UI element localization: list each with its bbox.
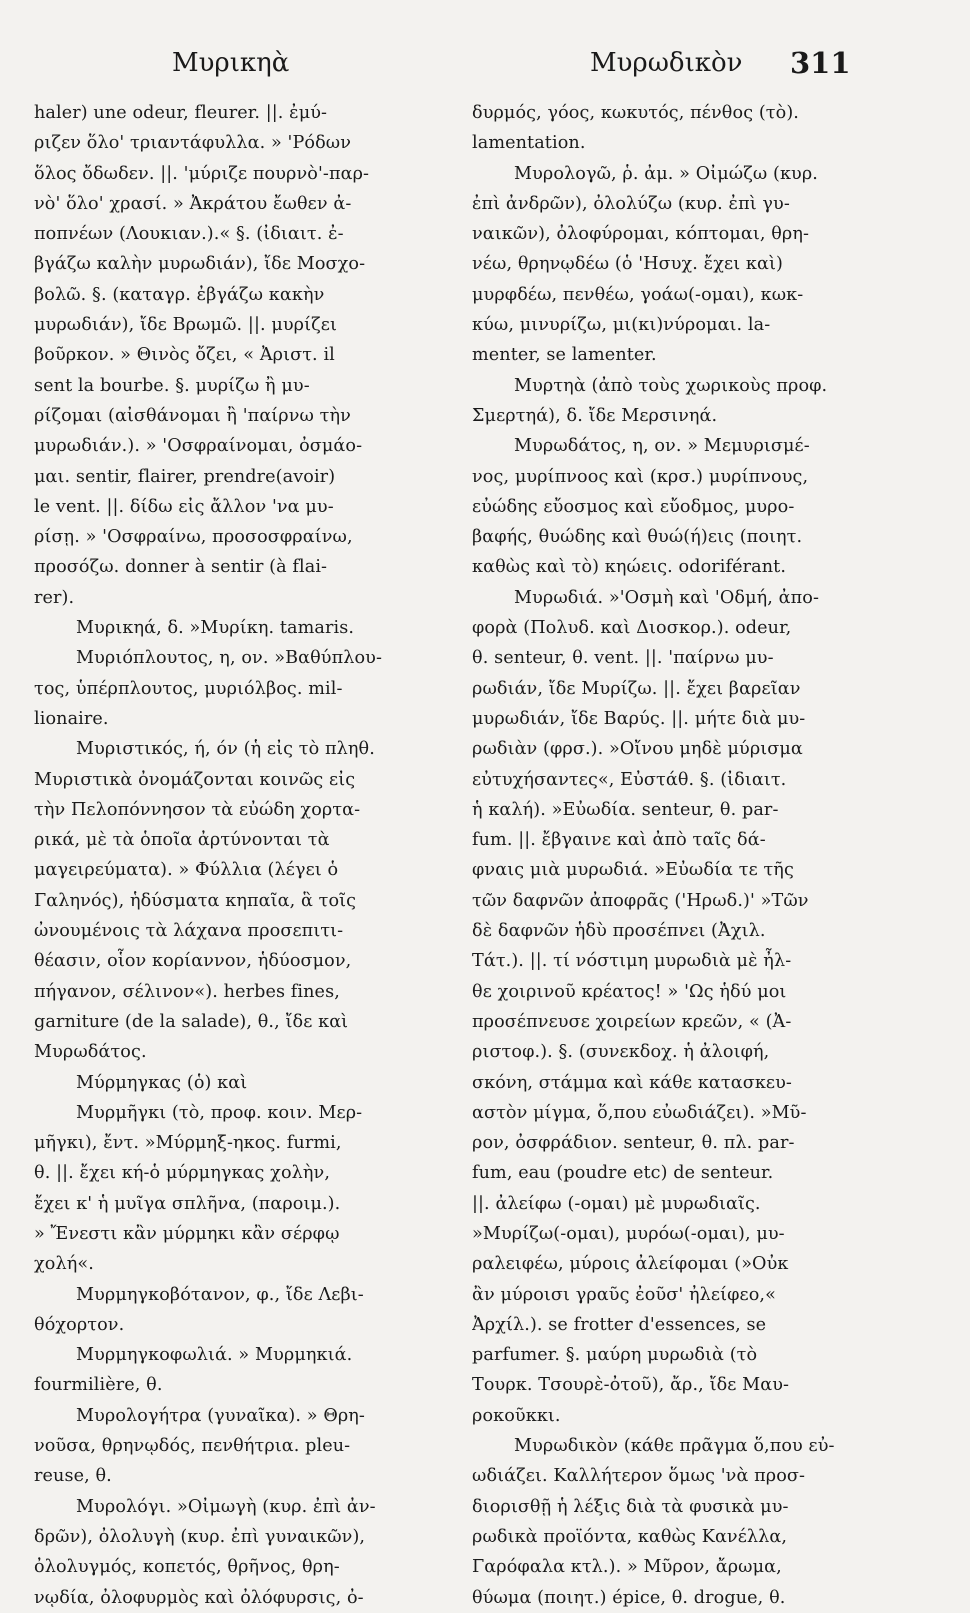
text-line: ριζεν ὅλο' τριαντάφυλλα. » 'Ρόδων [34, 133, 352, 154]
running-head-left: Μυρικηὰ [172, 48, 290, 78]
text-line: Μυρικηά, δ. »Μυρίκη. tamaris. [76, 618, 355, 639]
text-line: le vent. ||. δίδω εἰς ἄλλον 'να μυ- [34, 496, 334, 517]
text-line: Μύρμηγκας (ὁ) καὶ [76, 1072, 248, 1093]
text-line: εὐτυχήσαντες«, Εὐστάθ. §. (ἰδιαιτ. [472, 769, 787, 790]
text-line: reuse, θ. [34, 1466, 112, 1487]
text-line: Μυριστικός, ή, όν (ἡ εἰς τὸ πληθ. [76, 739, 375, 760]
text-line: fum, eau (poudre etc) de senteur. [472, 1163, 774, 1184]
text-line: menter, se lamenter. [472, 345, 657, 366]
text-line: ἐπὶ ἀνδρῶν), ὀλολύζω (κυρ. ἐπὶ γυ- [472, 193, 790, 214]
text-line: Μυρωδικὸν (κάθε πρᾶγμα ὅ,που εὐ- [514, 1436, 835, 1457]
text-line: Μυρωδάτος. [34, 1042, 147, 1063]
text-line: Γαληνός), ἡδύσματα κηπαῖα, ἃ τοῖς [34, 890, 357, 911]
text-line: νῳδία, ὀλοφυρμὸς καὶ ὀλόφυρσις, ὀ- [34, 1587, 364, 1608]
text-line: fum. ||. ἔβγαινε καὶ ἀπὸ ταῖς δά- [472, 830, 766, 851]
text-line: Μυριόπλουτος, η, ον. »Βαθύπλου- [76, 648, 383, 669]
text-line: αστὸν μίγμα, ὅ,που εὐωδιάζει). »Μῦ- [472, 1102, 807, 1123]
text-line: ρίζομαι (αἰσθάνομαι ἢ 'παίρνω τὴν [34, 405, 351, 426]
text-line: μῆγκι), ἔντ. »Μύρμηξ-ηκος. furmi, [34, 1133, 342, 1154]
text-line: ἔχει κ' ἡ μυῖγα σπλῆνα, (παροιμ.). [34, 1193, 341, 1214]
text-line: ρωδικὰ προϊόντα, καθὼς Κανέλλα, [472, 1526, 788, 1547]
text-line: ἂν μύροισι γραῦς ἐοῦσ' ἠλείφεο,« [472, 1284, 776, 1305]
text-line: φορὰ (Πολυδ. καὶ Διοσκορ.). odeur, [472, 618, 792, 639]
text-line: ριστοφ.). §. (συνεκδοχ. ἡ ἀλοιφή, [472, 1042, 770, 1063]
text-line: lionaire. [34, 708, 109, 729]
right-column [472, 98, 870, 1613]
text-line: εὐώδης εὔοσμος καὶ εὔοδμος, μυρο- [472, 496, 795, 517]
text-line: ρωδιάν, ἴδε Μυρίζω. ||. ἔχει βαρεῖαν [472, 678, 801, 699]
text-line: ποπνέων (Λουκιαν.).« §. (ἰδιαιτ. ἐ- [34, 224, 344, 245]
text-line: βγάζω καλὴν μυρωδιάν), ἴδε Μοσχο- [34, 254, 366, 275]
text-line: βοῦρκον. » Θινὸς ὄζει, « Ἀριστ. il [34, 345, 335, 366]
text-line: φναις μιὰ μυρωδιά. »Εὐωδία τε τῆς [472, 860, 794, 881]
left-column [34, 98, 462, 1613]
text-line: μυρωδιάν), ἴδε Βρωμῶ. ||. μυρίζει [34, 315, 337, 336]
page-number: 311 [790, 46, 851, 80]
text-line: θε χοιρινοῦ κρέατος! » 'Ως ἡδύ μοι [472, 981, 787, 1002]
text-line: haler) une odeur, fleurer. ||. ἐμύ- [34, 103, 328, 123]
text-line: Μυρμηγκοφωλιά. » Μυρμηκιά. [76, 1345, 353, 1366]
text-line: rer). [34, 587, 75, 608]
text-line: ραλειφέω, μύροις ἀλείφομαι (»Οὐκ [472, 1254, 789, 1275]
text-line: Γαρόφαλα κτλ.). » Μῦρον, ἄρωμα, [472, 1557, 782, 1578]
running-head-right: Μυρωδικὸν [590, 48, 743, 78]
text-line: τος, ὑπέρπλουτος, μυριόλβος. mil- [34, 678, 343, 699]
text-line: Σμερτηά), δ. ἴδε Μερσινηά. [472, 405, 718, 426]
text-line: Μυρολογῶ, ῥ. ἀμ. » Οἰμώζω (κυρ. [514, 163, 818, 184]
text-line: ρον, ὀσφράδιον. senteur, θ. πλ. par- [472, 1133, 795, 1154]
text-line: μυρωδιάν.). » 'Οσφραίνομαι, ὀσμάο- [34, 436, 363, 457]
text-line: ωδιάζει. Καλλήτερον ὅμως 'νὰ προσ- [472, 1466, 806, 1487]
text-line: θύωμα (ποιητ.) épice, θ. drogue, θ. [472, 1587, 786, 1608]
text-line: κύω, μινυρίζω, μι(κι)νύρομαι. la- [472, 315, 771, 336]
text-line: » Ἔνεστι κἂν μύρμηκι κἂν σέρφῳ [34, 1223, 340, 1244]
text-line: lamentation. [472, 133, 586, 154]
text-line: parfumer. §. μαύρη μυρωδιὰ (τὸ [472, 1345, 758, 1366]
text-line: Μυρμηγκοβότανον, φ., ἴδε Λεβι- [76, 1284, 364, 1305]
text-line: ὀλολυγμός, κοπετός, θρῆνος, θρη- [34, 1557, 340, 1578]
text-line: ὅλος ὄδωδεν. ||. 'μύριζε πουρνὸ'-παρ- [34, 163, 370, 184]
text-line: ||. ἀλείφω (-ομαι) μὲ μυρωδιαῖς. [472, 1193, 761, 1214]
text-line: σκόνη, στάμμα καὶ κάθε κατασκευ- [472, 1072, 792, 1093]
text-line: μυρφδέω, πενθέω, γοάω(-ομαι), κωκ- [472, 284, 804, 305]
text-line: Ἀρχίλ.). se frotter d'essences, se [472, 1314, 767, 1335]
text-line: Μυρτηὰ (ἀπὸ τοὺς χωρικοὺς προφ. [514, 375, 828, 396]
text-line: ὠνουμένοις τὰ λάχανα προσεπιτι- [34, 921, 344, 942]
text-line: θ. ||. ἔχει κή-ὁ μύρμηγκας χολὴν, [34, 1163, 331, 1184]
text-line: βολῶ. §. (καταγρ. ἐβγάζω κακὴν [34, 284, 325, 305]
text-line: νέω, θρηνῳδέω (ὁ 'Ησυχ. ἔχει καὶ) [472, 254, 783, 275]
text-line: Μυριστικὰ ὀνομάζονται κοινῶς εἰς [34, 769, 356, 790]
text-line: ρίσῃ. » 'Οσφραίνω, προσοσφραίνω, [34, 527, 353, 548]
text-line: θόχορτον. [34, 1314, 125, 1335]
text-line: νὸ' ὅλο' χρασί. » Ἀκράτου ἔωθεν ἀ- [34, 193, 352, 214]
text-line: μαγειρεύματα). » Φύλλια (λέγει ὁ [34, 860, 339, 881]
text-line: Μυρωδάτος, η, ον. » Μεμυρισμέ- [514, 436, 810, 457]
text-line: τὴν Πελοπόννησον τὰ εὐώδη χορτα- [34, 799, 361, 820]
text-line: μαι. sentir, flairer, prendre(avoir) [34, 466, 336, 487]
text-line: τῶν δαφνῶν ἀποφρᾶς ('Ηρωδ.)' »Τῶν [472, 890, 809, 911]
text-line: χολή«. [34, 1254, 94, 1275]
text-line: θ. senteur, θ. vent. ||. 'παίρνω μυ- [472, 648, 774, 669]
text-line: ρικά, μὲ τὰ ὁποῖα ἀρτύνονται τὰ [34, 830, 330, 851]
text-line: sent la bourbe. §. μυρίζω ἢ μυ- [34, 375, 310, 396]
text-line: Μυρμῆγκι (τὸ, προφ. κοιν. Μερ- [76, 1102, 363, 1123]
text-line: fourmilière, θ. [34, 1375, 163, 1396]
text-line: Τάτ.). ||. τί νόστιμη μυρωδιὰ μὲ ἦλ- [472, 951, 792, 972]
text-line: καθὼς καὶ τὸ) κηώεις. odoriférant. [472, 557, 787, 578]
text-line: ναικῶν), ὀλοφύρομαι, κόπτομαι, θρη- [472, 224, 810, 245]
text-line: Μυρολογήτρα (γυναῖκα). » Θρη- [76, 1405, 365, 1426]
text-line: νοῦσα, θρηνῳδός, πενθήτρια. pleu- [34, 1436, 351, 1457]
text-line: θέασιν, οἷον κορίαννον, ἡδύοσμον, [34, 951, 352, 972]
text-line: νος, μυρίπνοος καὶ (κρσ.) μυρίπνους, [472, 466, 809, 487]
text-line: βαφής, θυώδης καὶ θυώ(ή)εις (ποιητ. [472, 527, 803, 548]
text-line: διορισθῇ ἡ λέξις διὰ τὰ φυσικὰ μυ- [472, 1496, 789, 1517]
text-line: δὲ δαφνῶν ἡδὺ προσέπνει (Ἀχιλ. [472, 921, 766, 942]
text-line: ρωδιὰν (φρσ.). »Οἴνου μηδὲ μύρισμα [472, 739, 803, 760]
text-line: Μυρολόγι. »Οἰμωγὴ (κυρ. ἐπὶ ἀν- [76, 1496, 376, 1517]
text-line: προσόζω. donner à sentir (à flai- [34, 557, 328, 578]
text-line: δυρμός, γόος, κωκυτός, πένθος (τὸ). [472, 103, 799, 123]
text-line: δρῶν), ὀλολυγὴ (κυρ. ἐπὶ γυναικῶν), [34, 1526, 366, 1547]
text-line: garniture (de la salade), θ., ἴδε καὶ [34, 1011, 349, 1032]
text-line: ἡ καλή). »Εὐωδία. senteur, θ. par- [472, 799, 779, 820]
text-line: πήγανον, σέλινον«). herbes fines, [34, 981, 340, 1002]
text-line: ροκοῦκκι. [472, 1405, 561, 1426]
text-line: Μυρωδιά. »'Οσμὴ καὶ 'Οδμή, ἀπο- [514, 587, 820, 608]
text-line: »Μυρίζω(-ομαι), μυρόω(-ομαι), μυ- [472, 1223, 785, 1244]
text-line: μυρωδιάν, ἴδε Βαρύς. ||. μήτε διὰ μυ- [472, 708, 806, 729]
text-line: Τουρκ. Τσουρὲ-ὀτοῦ), ἄρ., ἴδε Μαυ- [472, 1375, 790, 1396]
text-line: προσέπνευσε χοιρείων κρεῶν, « (Ἀ- [472, 1011, 792, 1032]
